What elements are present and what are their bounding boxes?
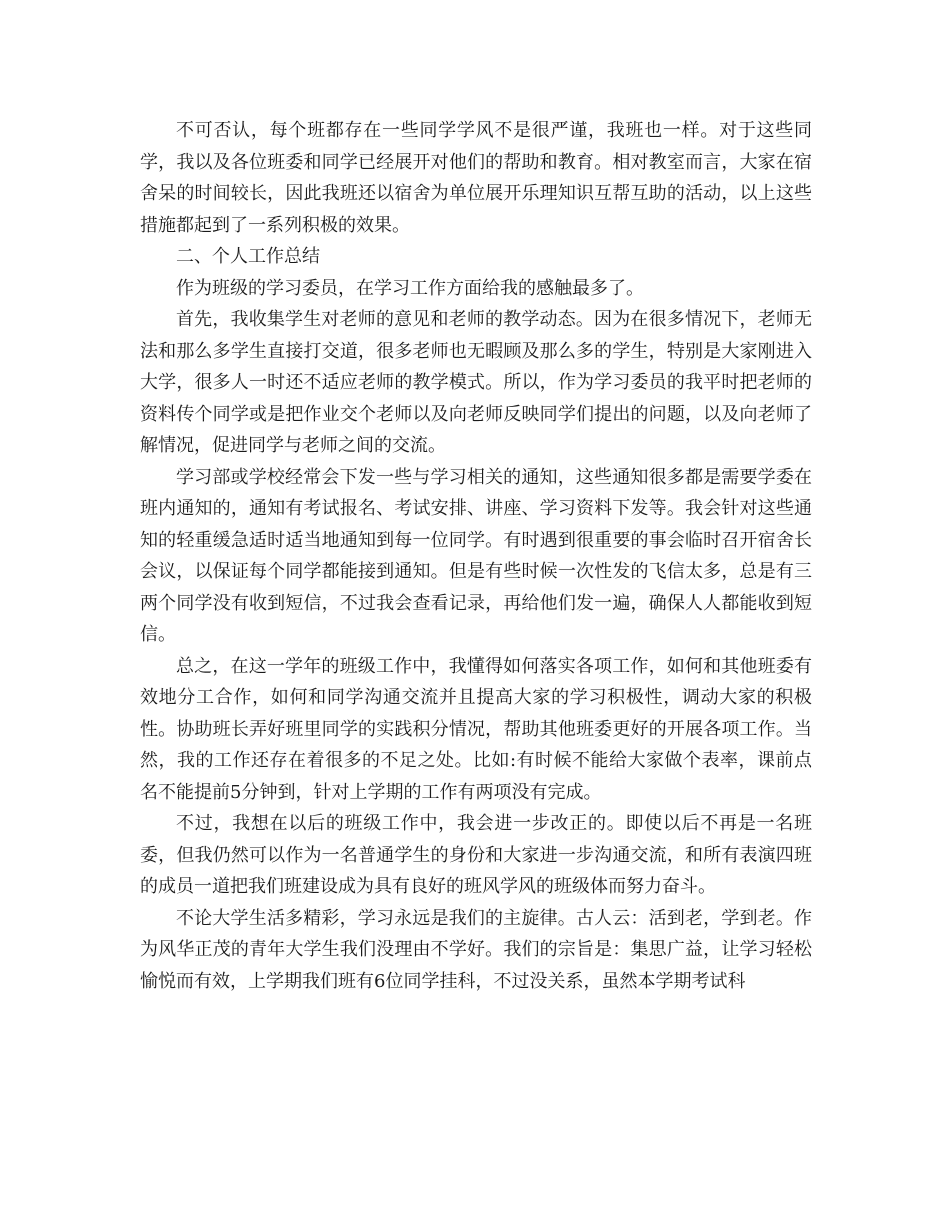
section-heading-personal-summary: 二、个人工作总结: [176, 246, 320, 267]
document-body: [140, 115, 812, 997]
paragraph-study-style: 不可否认，每个班都存在一些同学学风不是很严谨，我班也一样。对于这些同学，我以及各位班委和同学已经展开对他们的帮助和教育。相对教室而言，大家在宿舍呆的时间较长，因此我班还以宿舍为单位展开乐理知识互帮互助的活动，以上这些措施都起到了一系列积极的效果。: [140, 120, 812, 236]
paragraph-summary: 总之，在这一学年的班级工作中，我懂得如何落实各项工作，如何和其他班委有效地分工合作，如何和同学沟通交流并且提高大家的学习积极性，调动大家的积极性。协助班长弄好班里同学的实践积分情况，帮助其他班委更好的开展各项工作。当然，我的工作还存在着很多的不足之处。比如:有时候不能给大家做个表率，课前点名不能提前5分钟到，针对上学期的工作有两项没有完成。: [140, 655, 812, 803]
paragraph-study-theme: 不论大学生活多精彩，学习永远是我们的主旋律。古人云：活到老，学到老。作为风华正茂的青年大学生我们没理由不学好。我们的宗旨是：集思广益，让学习轻松愉悦而有效，上学期我们班有6位同学挂科，不过没关系，虽然本学期考试科: [140, 907, 812, 992]
paragraph-study-committee-role: 作为班级的学习委员，在学习工作方面给我的感触最多了。: [176, 277, 644, 299]
paragraph-notifications: 学习部或学校经常会下发一些与学习相关的通知，这些通知很多都是需要学委在班内通知的，通知有考试报名、考试安排、讲座、学习资料下发等。我会针对这些通知的轻重缓急适时适当地通知到每一位同学。有时遇到很重要的事会临时召开宿舍长会议，以保证每个同学都能接到通知。但是有些时候一次性发的飞信太多，总是有三两个同学没有收到短信，不过我会查看记录，再给他们发一遍，确保人人都能收到短信。: [140, 466, 812, 645]
paragraph-future-work: 不过，我想在以后的班级工作中，我会进一步改正的。即使以后不再是一名班委，但我仍然可以作为一名普通学生的身份和大家进一步沟通交流，和所有表演四班的成员一道把我们班建设成为具有良好的班风学风的班级体而努力奋斗。: [140, 813, 812, 897]
paragraph-teacher-feedback: 首先，我收集学生对老师的意见和老师的教学动态。因为在很多情况下，老师无法和那么多学生直接打交道，很多老师也无暇顾及那么多的学生，特别是大家刚进入大学，很多人一时还不适应老师的教学模式。所以，作为学习委员的我平时把老师的资料传个同学或是把作业交个老师以及向老师反映同学们提出的问题，以及向老师了解情况，促进同学与老师之间的交流。: [140, 309, 812, 456]
